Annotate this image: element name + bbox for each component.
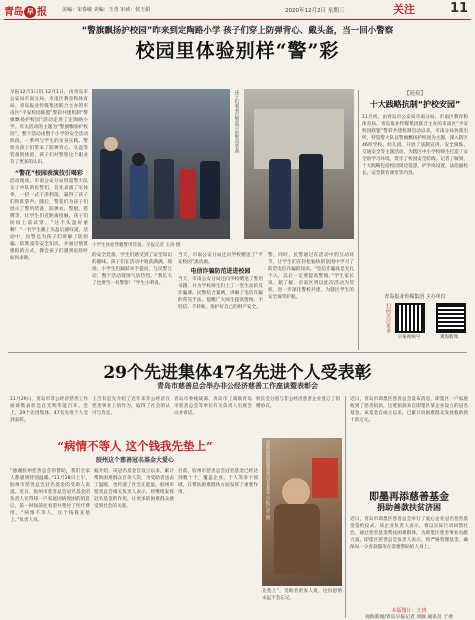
story3-photo-caption: 受助家庭感谢慈善冠名基金 早报记者 摄	[265, 440, 270, 520]
story1-photo-main	[92, 89, 230, 239]
banner-decoration	[312, 458, 338, 498]
person-body	[274, 504, 320, 574]
logo-left-text: 青岛	[4, 7, 23, 18]
story3-col1: “感谢胶州慈善总会的帮助，我们全家人都感到特别温暖。”11月28日上午，胶州市慈善总会冠名基金的受助人说道。近日，胶州市慈善总会冠名基金的负责人在得知一户家庭因病致困的消息后，第一时间前往看望并垫付了医疗费用。“病情不等人，这个钱我先垫上。”负责人说。	[10, 469, 90, 523]
logo-right-text: 报	[37, 7, 47, 18]
ground	[92, 219, 230, 239]
photo-credit: 本版图片：王涛	[391, 608, 427, 614]
sidebar-source: 青岛报业传媒集团 主办单位	[384, 294, 446, 300]
story4-intro: 近日，青岛市即墨区慈善总会发布消息，即墨区一户家庭收到了慈善捐款，这笔捐款来自即墨区某企业设立的冠名基金。该基金自成立以来，已累计向困难群众发放救助款十余万元。	[350, 397, 468, 423]
story1-col1b: 活动现场，市南公安分局特巡警大队女子中队的民警们，首先表演了军体拳，一招一式干净利落，赢得了孩子们阵阵掌声。随后，警花们为孩子们展示了警用装备，防弹衣、警棍、盾牌等，让学生们近距离接触，孩子们纷纷上前试穿。“这个头盔好重啊！”一名学生戴上头盔后感叹道。活动中，民警还为孩子们讲解了防拐骗、防欺凌等安全知识，并通过情景模拟的方式，教会孩子们遇到危险时如何求助。	[10, 179, 88, 261]
story1-subhead-2: 电信诈骗防范进进校园	[190, 268, 251, 275]
story2-headline[interactable]: 29个先进集体47名先进个人受表彰	[103, 363, 372, 383]
sidebar-tag: 【链接】	[403, 91, 426, 97]
police-figure	[100, 149, 122, 219]
story4-headline[interactable]: 即墨再添慈善基金	[369, 492, 449, 503]
column-divider	[358, 90, 359, 350]
police-figure-3	[200, 161, 220, 219]
story2-col2: 王吉有是先介绍了近年来非公经济在慈善事业上的作为，取得了社会的认可与肯定。	[92, 397, 170, 416]
story2-deck: 青岛市慈善总会举办非公经济慈善工作座谈暨表彰会	[157, 382, 318, 390]
child-figure-2	[180, 169, 196, 219]
newspaper-logo	[4, 3, 47, 18]
qr-code-icon[interactable]	[436, 303, 466, 333]
story1-kicker: “警旗飘扬护校园”昨来到定陶路小学 孩子们穿上防弹背心、戴头盔，当一回小警察	[81, 26, 394, 36]
page-number: 11	[450, 1, 469, 16]
child-helmet	[132, 153, 145, 166]
story1-col4: 警，同时，民警通过在活动中的互动环节，让学生们在轻松愉快的氛围中学习了防范电信诈骗的知识。“电信诈骗真是无孔不入，以后一定要提高警惕。”学生家长说。据了解，市南区将以此次活动为契机，进一步深化警校共建，为辖区学生的安全保驾护航。	[268, 253, 354, 300]
police-head	[104, 137, 118, 151]
logo-circle: 早	[24, 6, 36, 18]
student-figure	[269, 159, 291, 229]
police-figure-4	[299, 154, 323, 229]
sidebar-title[interactable]: 十大践略抗制“护校安园”	[369, 100, 461, 109]
story4-subhead: 捐助善款扶贫济困	[377, 503, 441, 512]
story1-photo-caption-vertical: 孩子们观看民警展示的警用装备	[234, 90, 239, 153]
story3-col3: 目前，胶州市慈善总会冠名基金已经达到数十个，覆盖企业、个人等多个领域，在帮扶困难群体方面发挥了重要作用。	[178, 469, 258, 495]
story2-col1: 11月29日，青岛市非公经济慈善工作座谈暨表彰会在光明华能召开。会上，29个先进集体、47名先进个人受到表彰。	[10, 397, 88, 423]
story-divider	[8, 352, 467, 353]
editor-credits: 美编：宋春敏 美编：王青 审读：侯玉娟	[62, 7, 151, 13]
story3-col2: 据介绍，该冠名基金自设立以来，累计帮助困难群众百余人次，为受助者送去了温暖，也传递了社会正能量。胶州市慈善总会相关负责人表示，将继续发挥冠名基金的作用，让更多的困难群众感受到社会的关爱。	[94, 469, 174, 509]
story1-headline[interactable]: 校园里体验别样“警”彩	[135, 40, 340, 62]
story4-body: 近日，青岛市即墨区慈善总会举行了爱心企业冠名慈善基金签约仪式。该企业负责人表示，将以实际行动回馈社会，通过慈善基金帮扶困难群体，为即墨区慈善事业贡献力量。即墨区慈善总会负责人表示，将严格管理基金，确保每一分善款都用在需要帮助的人身上。	[350, 517, 468, 550]
story1-col2: 的安全装备，学生们感受到了安全知识的趣味。孩子们在活动中收获满满。现场，小学生们踊跃举手提问，与民警互动，整个活动现场气氛热烈。“我长大了也要当一名警察！”学生小明说。	[92, 253, 172, 286]
qr-code-icon[interactable]	[395, 303, 425, 333]
story3-col4: 先垫上”，受助者的家人说，这份恩情永远不会忘记。	[262, 589, 342, 601]
column-divider-2	[345, 396, 346, 618]
header-divider	[4, 19, 471, 20]
story3-subhead: 胶州这个慈善冠名基金大爱心	[95, 457, 174, 464]
story2-col3: 青岛市委统战部、青岛市工商联青岛市慈善总会等单位有关负责人出席会议并讲话。	[174, 397, 252, 416]
section-title: 关注	[393, 3, 415, 16]
reporter-credit: 观海新闻/青岛早报记者 刘敏 通讯员 于倩	[365, 615, 453, 620]
qr-prompt: 扫码关注更多	[385, 303, 391, 333]
story1-col3b: 当天，市南公安分局还向学校赠送了警用书籍，并为学校师生们上了一堂生动的反诈骗课。民警结合案例，讲解了电信诈骗的常见手法，提醒广大师生提高警惕，不轻信、不转账，保护好自己的财产安全。	[178, 277, 263, 310]
story3-photo	[262, 438, 342, 586]
story1-col3: 当天，市南公安分局还向学校赠送了“平安校园”流动旗。	[178, 253, 263, 264]
person-head	[282, 478, 310, 506]
qr1-label: 早报视频号	[397, 335, 421, 340]
issue-date: 2020年12月2日 星期三	[285, 8, 345, 14]
story1-photo-secondary	[244, 89, 354, 239]
qr2-label: 观海新闻	[440, 335, 458, 340]
police-figure-2	[154, 159, 174, 219]
sidebar-body: 11月初，由青岛市公安局市南分局、市南区教育和体育局、青岛报业传媒集团联合主办的市南区“平安校园联盟”警彩共建机制启动以来，市南分局各派出所，特巡警大队以警旗飘扬护校园为主题，深入辖区46所学校、幼儿园，开展了法制宣讲、安全演练、交通安全等主题活动，为辖区中小学校师生打造了安全的学习环境，筑牢了校园安全防线。记者了解到，十大践略包括校园周边巡逻、护学岗设置、法治副校长、安全教育课堂等内容。	[362, 115, 468, 176]
story1-subhead-1: “警花”校园表演技引喝彩	[10, 168, 88, 177]
story2-col4: 校长会分别与非公经济慈善企业签订了捐赠协议。	[256, 397, 340, 409]
story3-headline[interactable]: “病情不等人 这个钱我先垫上”	[57, 439, 213, 453]
story1-lead: 早报12月1日讯 12月1日，由青岛市公安局市南分局、市南区教育和体育局、青岛报业传媒集团联合主办的市南区“平安校园联盟”警彩共建机制“警旗飘扬护校园”活动走进了定陶路小学。有关活动的主题为“警旗飘扬护校园”，整个活动由整个小学的安全活动阶段，一系列与学生的亲身实践。警察为孩子们带来了防弹背心、头盔等装备的体验，孩子们对警察这个职业有了更多的认识。	[10, 90, 88, 165]
child-figure	[130, 164, 148, 219]
story1-photo-caption: 小学生体验穿戴警用装备。早报记者 王涛 摄	[92, 243, 181, 248]
